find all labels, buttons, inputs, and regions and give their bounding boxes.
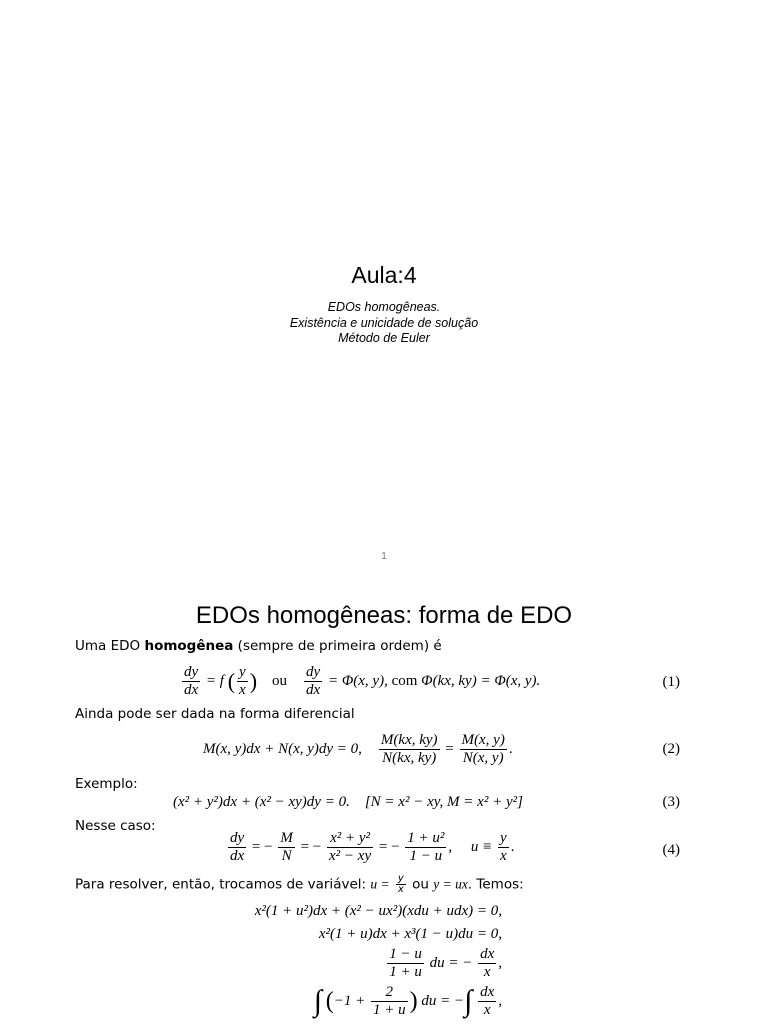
frac-num: M(kx, ky) — [380, 732, 438, 748]
equation-number: (3) — [662, 794, 680, 810]
frac-num: 2 — [371, 984, 408, 1002]
frac-den: dx — [230, 848, 245, 864]
paragraph: Ainda pode ser dada na forma diferencial — [75, 706, 355, 722]
para-text: Para resolver, então, trocamos de variável: — [75, 876, 371, 893]
eq-text: −1 + — [333, 993, 366, 1009]
frac-den: 1 − u — [409, 848, 443, 864]
equation-number: (1) — [662, 674, 680, 690]
frac-num: dy — [184, 664, 199, 680]
intro-bold: homogênea — [144, 638, 234, 654]
derivation-line-3: $\frac{1 - u}{1 + u}$ du = − $\frac{dx}{x}$ , — [389, 946, 502, 980]
frac-num: x² + y² — [327, 830, 373, 848]
derivation-line-4: ∫ (−1 + $\frac{2}{1 + u}$ ) du = −∫ $\frac{dx}{x}$ , — [313, 984, 502, 1018]
eq-text: = Φ(x, y), — [327, 672, 388, 689]
frac-den: dx — [306, 682, 321, 698]
para-text: ou — [407, 876, 434, 893]
subtitle-line: Existência e unicidade de solução — [289, 315, 479, 330]
paragraph — [75, 874, 524, 895]
frac-num: 1 + u² — [407, 830, 445, 846]
frac-den: x — [239, 682, 246, 698]
eq-text: Φ(kx, ky) = Φ(x, y). — [421, 672, 541, 689]
eq-text: ou — [272, 672, 288, 689]
frac-num: dy — [230, 830, 245, 846]
frac-den: 1 + u — [372, 1002, 406, 1018]
frac-num: M(x, y) — [461, 732, 505, 748]
subtitle-line: EDOs homogêneas. — [327, 300, 441, 314]
slide-title: EDOs homogêneas: forma de EDO — [195, 602, 573, 629]
frac-den: x — [483, 964, 491, 980]
frac-num: M — [280, 830, 293, 846]
equation-1: $\frac{dy}{dx}$ = f ( $\frac{y}{x}$ ) ou $\frac{dy}{dx}$ = Φ(x, y), com Φ(kx, ky) = Φ(x, y). — [184, 664, 541, 698]
frac-den: N(x, y) — [462, 750, 504, 766]
slide-title: Aula:4 — [351, 262, 417, 288]
intro-paragraph — [75, 638, 442, 654]
math-text: y = ux — [433, 876, 468, 892]
equation-3 — [173, 794, 523, 811]
eq-text: u ≡ — [470, 839, 493, 855]
frac-num: y — [500, 830, 507, 846]
eq-text: (x² + y²)dx + (x² − xy)dy = 0. — [173, 794, 350, 810]
frac-den: N — [281, 848, 292, 864]
paragraph: Exemplo: — [75, 776, 138, 792]
eq-text: com — [391, 672, 418, 689]
paragraph: Nesse caso: — [75, 818, 156, 834]
frac-den: x — [397, 884, 404, 895]
derivation-line-1: x²(1 + u²)dx + (x² − ux²)(xdu + udx) = 0, — [254, 903, 502, 919]
eq-text: M(x, y)dx + N(x, y)dy = 0, — [203, 741, 362, 757]
eq-text: du = − — [429, 955, 473, 971]
frac-num: dx — [480, 946, 495, 962]
equation-number: (2) — [662, 741, 680, 757]
subtitle-line: Método de Euler — [338, 331, 430, 345]
frac-den: N(kx, ky) — [382, 750, 437, 766]
frac-den: dx — [184, 682, 199, 698]
frac-den: x — [483, 1002, 491, 1018]
page-number: 1 — [381, 551, 387, 562]
slide-subtitles — [0, 300, 768, 347]
derivation-line-2: x²(1 + u)dx + x³(1 − u)du = 0, — [318, 926, 502, 942]
para-text: . Temos: — [467, 876, 524, 893]
frac-den: x — [500, 848, 507, 864]
frac-num: y — [239, 664, 246, 680]
frac-num: dy — [306, 664, 321, 680]
intro-text: (sempre de primeira ordem) é — [233, 638, 442, 654]
eq-text: = f — [205, 672, 224, 689]
frac-num: 1 − u — [389, 946, 422, 962]
eq-text: [N = x² − xy, M = x² + y²] — [364, 794, 523, 810]
frac-den: x² − xy — [329, 848, 372, 864]
frac-num: dx — [480, 984, 495, 1000]
eq-text: du = − — [421, 993, 465, 1009]
equation-number: (4) — [662, 842, 680, 858]
frac-den: 1 + u — [389, 964, 422, 980]
math-text: u = — [370, 876, 390, 892]
content-slide — [0, 576, 768, 1024]
intro-text: Uma EDO — [75, 638, 145, 654]
equation-4: $\frac{dy}{dx}$ = − $\frac{M}{N}$ = − $\frac{\text{x² + y²}}{\text{x² − xy}}$ = − $\frac{\text{1 + u²}}{1 - u}$ , u ≡ $\frac{y}{x}$ . — [230, 830, 515, 864]
frac-num: y — [397, 873, 404, 884]
equation-2: M(x, y)dx + N(x, y)dy = 0, $\frac{M(kx, ky)}{N(kx, ky)}$ = $\frac{M(x, y)}{N(x, y)}$ . — [203, 732, 513, 766]
